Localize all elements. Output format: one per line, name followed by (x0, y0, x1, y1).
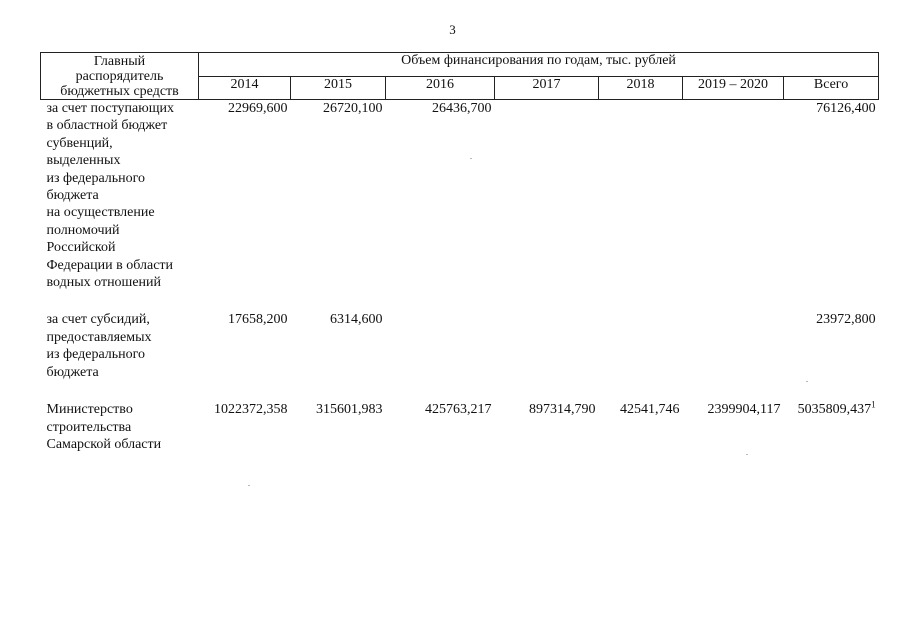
cell-value-2014: 22969,600 (228, 101, 288, 116)
cell-value-total (784, 401, 879, 453)
row-label (41, 401, 199, 453)
row-label-line: бюджета (46, 188, 99, 204)
row-label-line: Российской (46, 240, 116, 256)
header-budget-holder-line: Главный (93, 54, 146, 69)
cell-value-2016 (386, 311, 495, 381)
scan-speck (806, 381, 808, 382)
cell-value-total (784, 100, 879, 292)
row-label-line: за счет субсидий, (46, 312, 150, 328)
cell-value-2017: 897314,790 (529, 402, 596, 418)
cell-value-2014: 1022372,358 (214, 402, 288, 418)
row-label-line: Федерации в области (46, 257, 174, 273)
row-label-line: предоставляемых (46, 329, 152, 345)
header-total: Всего (784, 77, 879, 100)
header-budget-holder (41, 53, 199, 100)
row-label-line: за счет поступающих (46, 101, 174, 116)
row-label-line: выделенных (46, 153, 121, 169)
cell-value-2019-2020 (683, 311, 784, 381)
header-year-2018: 2018 (599, 77, 683, 100)
table-row (41, 401, 879, 453)
cell-value-total (784, 311, 879, 381)
header-budget-holder-line: распорядитель (75, 69, 164, 84)
cell-value-2015: 315601,983 (316, 402, 383, 418)
header-budget-holder-line: бюджетных средств (60, 84, 179, 99)
header-year-2016: 2016 (386, 77, 495, 100)
row-label-line: Самарской области (46, 436, 162, 452)
scan-speck (746, 454, 748, 455)
financing-table (40, 52, 879, 453)
header-year-2019-2020: 2019 – 2020 (683, 77, 784, 100)
row-label-line: на осуществление (46, 205, 155, 221)
scan-speck (470, 158, 472, 159)
cell-value-2018 (599, 100, 683, 292)
cell-value-2015: 6314,600 (330, 312, 383, 328)
total-value: 5035809,437 (797, 402, 872, 418)
page-number: 3 (449, 22, 456, 37)
cell-value-2018: 42541,746 (620, 402, 680, 418)
cell-value-2019-2020 (683, 100, 784, 292)
cell-value-2015: 26720,100 (323, 101, 383, 116)
cell-value-2017 (495, 100, 599, 292)
header-year-2015: 2015 (291, 77, 386, 100)
header-year-2017: 2017 (495, 77, 599, 100)
cell-value-2019-2020: 2399904,117 (707, 402, 781, 418)
cell-value-2017 (495, 311, 599, 381)
total-value: 76126,400 (816, 101, 876, 116)
row-label-line: полномочий (46, 222, 120, 238)
footnote-marker: 1 (871, 399, 876, 410)
row-spacer (41, 291, 879, 311)
scan-speck (248, 485, 250, 486)
header-year-2014: 2014 (199, 77, 291, 100)
row-label-line: из федерального (46, 170, 146, 186)
cell-value-2016: 425763,217 (425, 402, 492, 418)
row-label-line: субвенций, (46, 135, 113, 151)
cell-value-2016: 26436,700 (432, 101, 492, 116)
row-label (41, 100, 199, 292)
table-row (41, 100, 879, 292)
row-label-line: водных отношений (46, 275, 162, 291)
row-label-line: в областной бюджет (46, 118, 168, 134)
row-spacer (41, 381, 879, 401)
row-label (41, 311, 199, 381)
row-label-line: Министерство (46, 402, 133, 418)
row-label-line: строительства (46, 419, 132, 435)
cell-value-2018 (599, 311, 683, 381)
cell-value-2014: 17658,200 (228, 312, 288, 328)
total-value: 23972,800 (816, 312, 876, 328)
table-row (41, 311, 879, 381)
header-financing-volume: Объем финансирования по годам, тыс. рублей (199, 53, 879, 77)
row-label-line: бюджета (46, 364, 99, 380)
row-label-line: из федерального (46, 347, 146, 363)
